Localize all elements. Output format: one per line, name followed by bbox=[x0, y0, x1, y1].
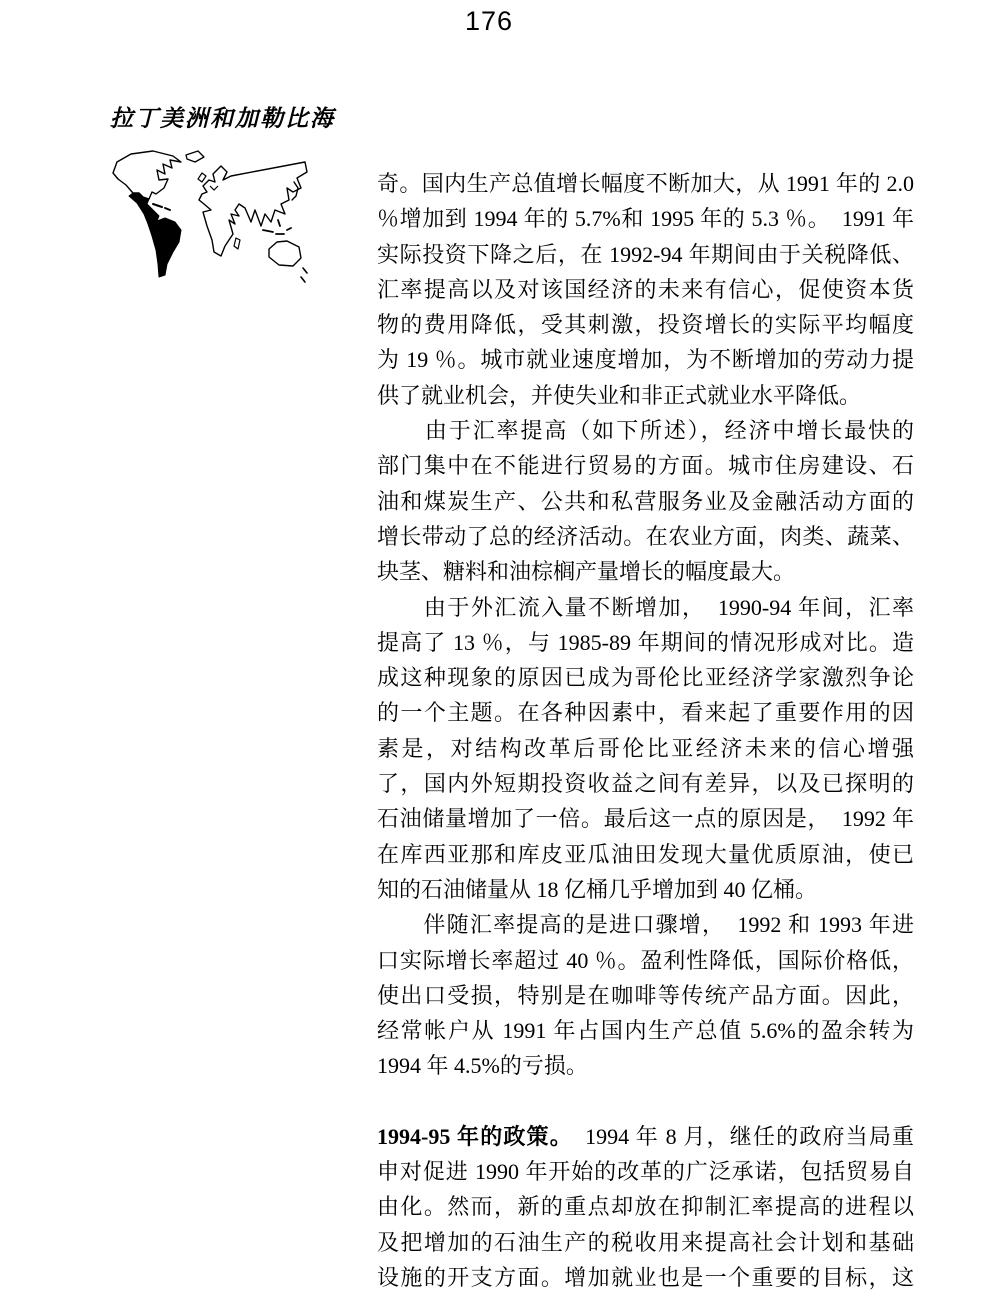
british-isles-outline bbox=[198, 173, 206, 182]
world-map-icon bbox=[106, 146, 312, 290]
text-line: 石油储量增加了一倍。最后这一点的原因是， 1992 年 bbox=[377, 806, 914, 832]
text-line: 1994 年 4.5%的亏损。 bbox=[377, 1053, 588, 1079]
text-line: 由于外汇流入量不断增加， 1990-94 年间，汇率 bbox=[377, 594, 914, 620]
australia-outline bbox=[269, 241, 301, 266]
new-zealand-islands bbox=[301, 268, 307, 282]
paragraph-lead-bold: 1994-95 年的政策。 bbox=[377, 1123, 562, 1149]
text-line: 口实际增长率超过 40 ％。盈利性降低，国际价格低， bbox=[377, 947, 914, 973]
text-line: 及把增加的石油生产的税收用来提高社会计划和基础 bbox=[377, 1229, 914, 1255]
text-line: ％增加到 1994 年的 5.7%和 1995 年的 5.3 ％。 1991 年 bbox=[377, 206, 914, 232]
article-text bbox=[377, 166, 914, 1295]
text-line: 部门集中在不能进行贸易的方面。城市住房建设、石 bbox=[377, 453, 914, 479]
page-number: 176 bbox=[464, 6, 514, 36]
southeast-asia-islands bbox=[263, 220, 291, 234]
text-line: 奇。国内生产总值增长幅度不断加大，从 1991 年的 2.0 bbox=[377, 171, 914, 196]
north-america-outline bbox=[113, 151, 181, 199]
text-line: 为 19 ％。城市就业速度增加，为不断增加的劳动力提 bbox=[377, 347, 914, 373]
text-line: 提高了 13 ％，与 1985-89 年期间的情况形成对比。造 bbox=[377, 629, 914, 655]
text-line: 知的石油储量从 18 亿桶几乎增加到 40 亿桶。 bbox=[377, 876, 818, 902]
text-line: 了，国内外短期投资收益之间有差异，以及已探明的 bbox=[377, 771, 914, 797]
world-map-latin-america-highlighted bbox=[106, 146, 312, 290]
text-line: 素是，对结构改革后哥伦比亚经济未来的信心增强 bbox=[377, 735, 914, 761]
paragraph bbox=[377, 413, 914, 589]
caribbean-islands bbox=[153, 204, 170, 210]
text-line: 申对促进 1990 年开始的改革的广泛承诺，包括贸易自 bbox=[377, 1159, 914, 1185]
text-line: 块茎、糖料和油棕榈产量增长的幅度最大。 bbox=[377, 559, 796, 585]
paragraph bbox=[377, 166, 914, 413]
text-line: 由化。然而，新的重点却放在抑制汇率提高的进程以 bbox=[377, 1194, 914, 1220]
madagascar-outline bbox=[234, 238, 240, 249]
text-line: 经常帐户从 1991 年占国内生产总值 5.6%的盈余转为 bbox=[377, 1018, 914, 1044]
paragraph bbox=[377, 1119, 914, 1295]
text-line: 实际投资下降之后，在 1992-94 年期间由于关税降低、 bbox=[377, 241, 914, 267]
text-line: 增长带动了总的经济活动。在农业方面，肉类、蔬菜、 bbox=[377, 523, 914, 549]
text-line: 由于汇率提高（如下所述），经济中增长最快的 bbox=[377, 418, 914, 444]
section-heading: 拉丁美洲和加勒比海 bbox=[110, 106, 335, 131]
text-line: 油和煤炭生产、公共和私营服务业及金融活动方面的 bbox=[377, 488, 914, 514]
text-line: 汇率提高以及对该国经济的未来有信心，促使资本货 bbox=[377, 276, 914, 302]
text-line: 的一个主题。在各种因素中，看来起了重要作用的因 bbox=[377, 700, 914, 726]
text-line: 1994-95 年的政策。 1994 年 8 月，继任的政府当局重 bbox=[377, 1123, 914, 1149]
text-line: 成这种现象的原因已成为哥伦比亚经济学家激烈争论 bbox=[377, 665, 914, 691]
text-line: 物的费用降低，受其刺激，投资增长的实际平均幅度 bbox=[377, 312, 914, 338]
text-line: 在库西亚那和库皮亚瓜油田发现大量优质原油，使已 bbox=[377, 841, 914, 867]
text-line: 设施的开支方面。增加就业也是一个重要的目标，这 bbox=[377, 1264, 914, 1290]
eurasia-africa-outline bbox=[199, 162, 307, 256]
text-line: 使出口受损，特别是在咖啡等传统产品方面。因此， bbox=[377, 982, 914, 1008]
paragraph bbox=[377, 907, 914, 1083]
text-line: 供了就业机会，并使失业和非正式就业水平降低。 bbox=[377, 382, 862, 408]
text-line: 伴随汇率提高的是进口骤增， 1992 和 1993 年进 bbox=[377, 912, 914, 938]
greenland-outline bbox=[186, 151, 204, 162]
paragraph bbox=[377, 590, 914, 908]
